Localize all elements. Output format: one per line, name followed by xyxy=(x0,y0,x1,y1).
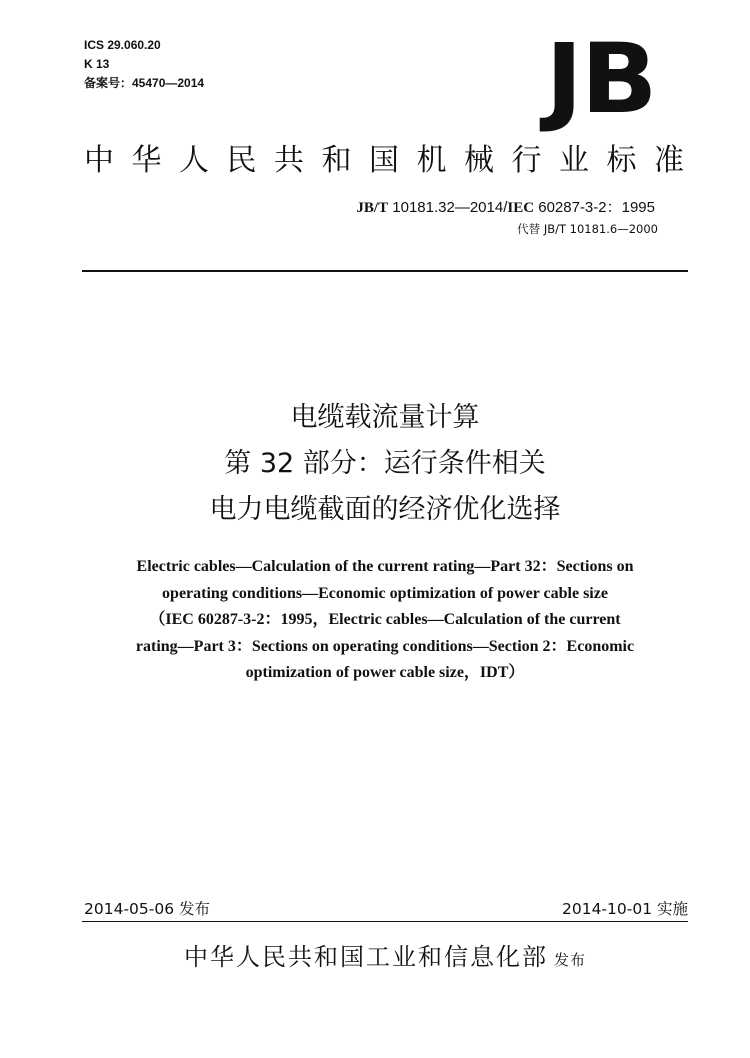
replaces-note: 代替 JB/T 10181.6—2000 xyxy=(517,222,658,236)
footer-divider xyxy=(82,921,688,922)
standard-category-title: 中华人民共和国机械行业标准 xyxy=(84,143,702,178)
title-line-2: 第 32 部分：运行条件相关 xyxy=(224,448,546,479)
en-title-line-1: Electric cables—Calculation of the current rating—Part 32：Sections on xyxy=(136,558,634,575)
publisher-name: 中华人民共和国工业和信息化部 xyxy=(183,943,548,971)
standard-number-rest: 10181.32—2014/ xyxy=(388,199,508,216)
document-title-en xyxy=(92,554,678,687)
category-code: K 13 xyxy=(84,57,110,71)
header-divider xyxy=(82,270,688,272)
iec-prefix: IEC xyxy=(507,200,535,216)
en-title-line-2: operating conditions—Economic optimization of power cable size xyxy=(162,584,608,602)
en-title-line-3: （IEC 60287-3-2：1995，Electric cables—Calculation of the current xyxy=(149,611,621,628)
issue-date: 2014-05-06 发布 xyxy=(84,900,211,918)
jb-logo: JB xyxy=(545,23,656,135)
standard-number xyxy=(356,198,655,218)
title-line-1: 电缆载流量计算 xyxy=(290,402,480,433)
publisher-suffix: 发布 xyxy=(553,951,586,969)
record-number: 备案号：45470—2014 xyxy=(84,76,205,90)
en-title-line-4: rating—Part 3：Sections on operating conditions—Section 2：Economic xyxy=(135,637,635,655)
ics-code: ICS 29.060.20 xyxy=(84,38,161,52)
implementation-date: 2014-10-01 实施 xyxy=(561,900,688,918)
publisher xyxy=(82,940,688,977)
document-title-cn xyxy=(82,395,688,533)
classification-block xyxy=(84,36,204,93)
iec-number-rest: 60287-3-2：1995 xyxy=(534,199,655,216)
en-title-line-5: optimization of power cable size，IDT） xyxy=(245,664,525,681)
standard-prefix: JB/T xyxy=(356,200,389,216)
title-line-3: 电力电缆截面的经济优化选择 xyxy=(209,494,561,525)
